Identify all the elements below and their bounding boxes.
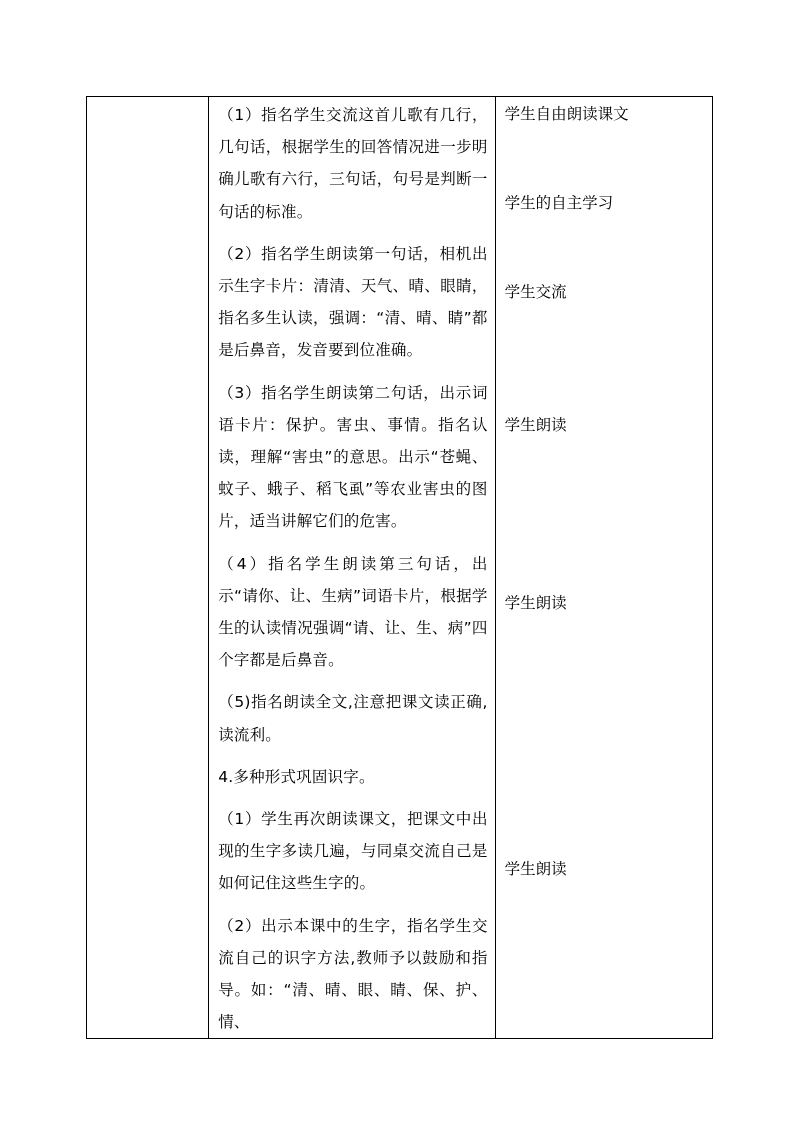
teacher-step-7: （2）出示本课中的生字，指名学生交流自己的识字方法,教师予以鼓励和指导。如：“清、晴、眼、睛、保、护、情、 [218, 916, 488, 1032]
student-note: 学生朗读 [504, 860, 567, 878]
student-note: 学生的自主学习 [504, 194, 614, 212]
teacher-step-6: （1）学生再次朗读课文，把课文中出现的生字多读几遍，与同桌交流自己是如何记住这些生字的。 [218, 810, 488, 893]
student-note: 学生朗读 [504, 416, 567, 434]
student-note: 学生交流 [504, 283, 567, 301]
student-activity-cell [495, 97, 712, 1039]
teacher-step-1: （1）指名学生交流这首儿歌有几行，几句话，根据学生的回答情况进一步明确儿歌有六行，三句话，句号是判断一句话的标准。 [218, 106, 488, 221]
teacher-step-4: （4）指名学生朗读第三句话，出示“请你、让、生病”词语卡片，根据学生的认读情况强调“请、让、生、病”四个字都是后鼻音。 [218, 554, 488, 670]
section-heading: 4.多种形式巩固识字。 [218, 767, 375, 786]
teacher-step-3: （3）指名学生朗读第二句话，出示词语卡片：保护。害虫、事情。指名认读，理解“害虫”的意思。出示“苍蝇、蚊子、蛾子、稻飞虱”等农业害虫的图片，适当讲解它们的危害。 [218, 383, 488, 531]
lesson-plan-table [86, 96, 713, 1039]
teacher-step-2: （2）指名学生朗读第一句话，相机出示生字卡片：清清、天气、晴、眼睛，指名多生认读，强调：“清、晴、睛”都是后鼻音，发音要到位准确。 [218, 244, 488, 360]
teacher-step-5: （5)指名朗读全文,注意把课文读正确,读流利。 [218, 693, 488, 744]
table-row [87, 97, 713, 1039]
student-note: 学生朗读 [504, 594, 567, 612]
teacher-activity-cell [209, 97, 495, 1039]
student-note: 学生自由朗读课文 [504, 105, 629, 123]
stage-cell [87, 97, 209, 1039]
